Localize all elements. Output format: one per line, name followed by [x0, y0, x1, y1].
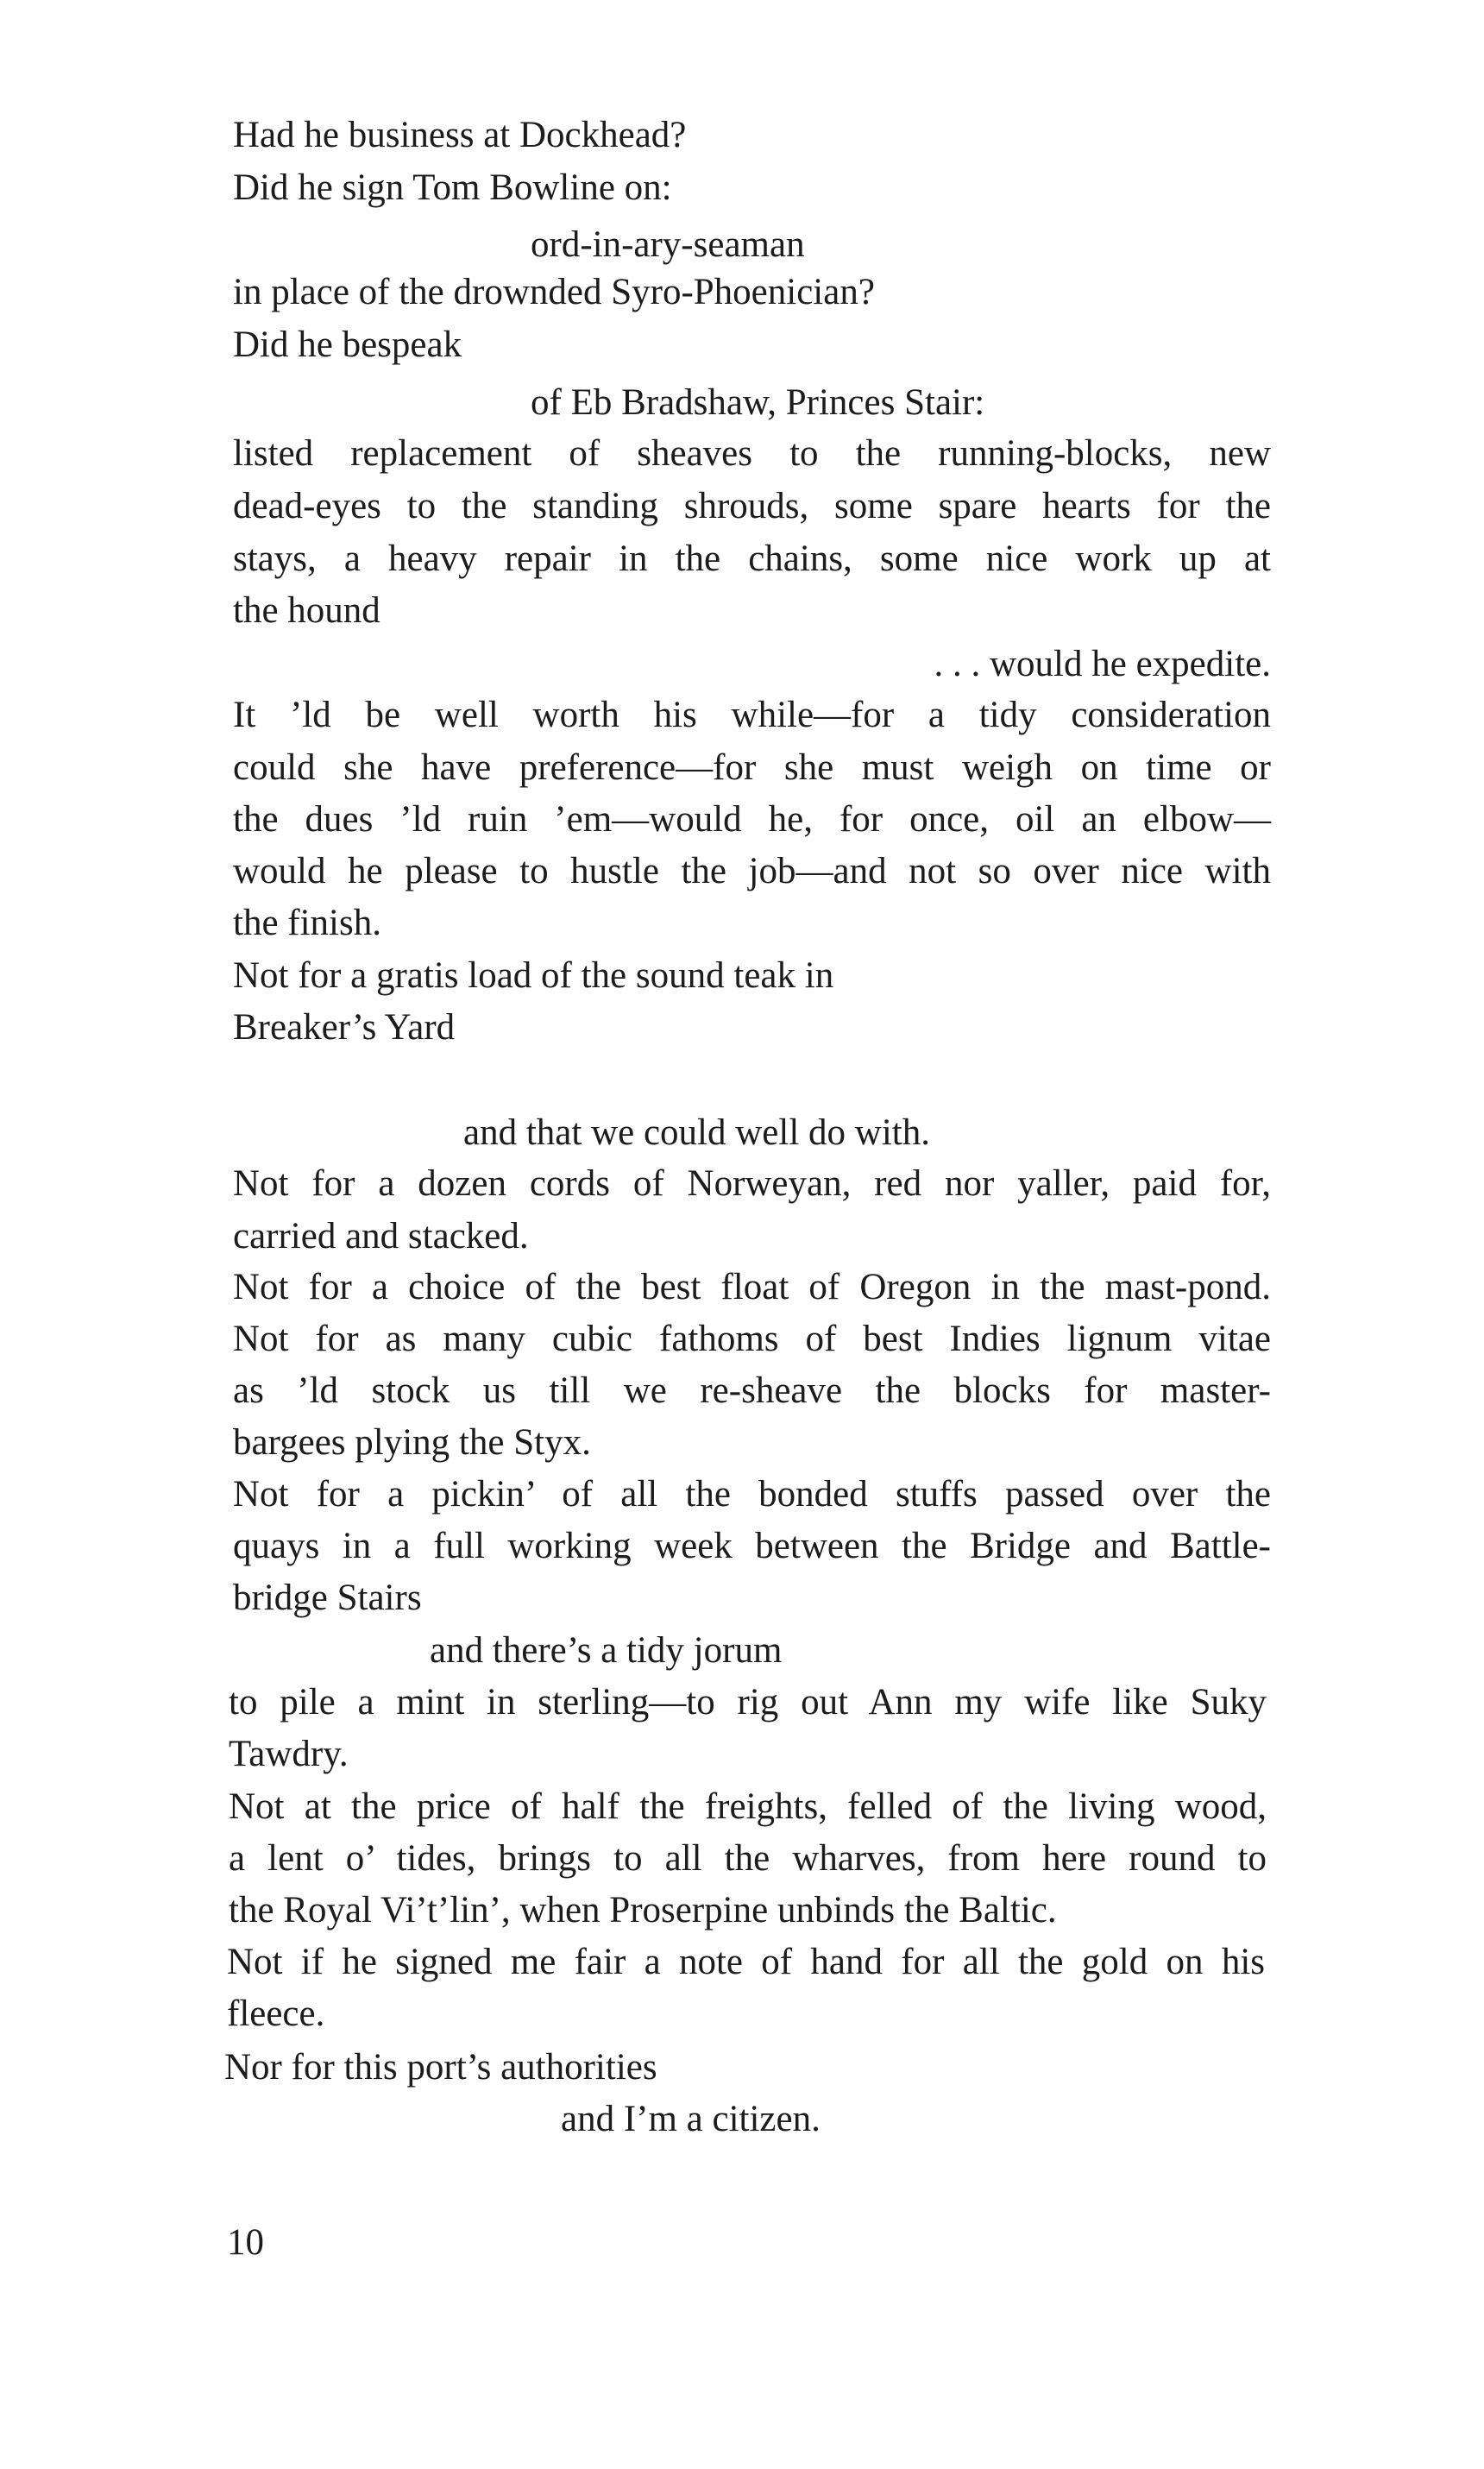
text-line: of Eb Bradshaw, Princes Stair:: [531, 382, 985, 423]
text-line: Breaker’s Yard: [233, 1007, 456, 1048]
text-line: Had he business at Dockhead?: [233, 115, 687, 155]
page-number: 10: [227, 2222, 264, 2263]
text-line: the hound: [233, 590, 380, 631]
text-line: listed replacement of sheaves to the running-blocks, new: [233, 433, 1271, 474]
text-line: dead-eyes to the standing shrouds, some spare hearts for the: [233, 486, 1271, 526]
text-line: carried and stacked.: [233, 1216, 529, 1257]
text-line: Not for a gratis load of the sound teak in: [233, 955, 834, 996]
text-line: Not if he signed me fair a note of hand for all the gold on his: [227, 1942, 1265, 1982]
text-line: Tawdry.: [229, 1734, 349, 1774]
text-line: Did he bespeak: [233, 324, 462, 365]
text-line: stays, a heavy repair in the chains, some nice work up at: [233, 539, 1271, 579]
text-line: the finish.: [233, 903, 381, 943]
text-line: and I’m a citizen.: [561, 2099, 821, 2139]
text-line: and that we could well do with.: [463, 1112, 930, 1153]
text-line: Nor for this port’s authorities: [224, 2047, 657, 2088]
text-line: Did he sign Tom Bowline on:: [233, 167, 672, 208]
text-line: would he please to hustle the job—and not so over nice with: [233, 851, 1271, 891]
text-line: It ’ld be well worth his while—for a tidy consideration: [233, 695, 1271, 735]
text-line: the dues ’ld ruin ’em—would he, for once, oil an elbow—: [233, 799, 1271, 840]
text-line: . . . would he expedite.: [934, 644, 1271, 684]
text-line: and there’s a tidy jorum: [430, 1630, 783, 1671]
text-line: could she have preference—for she must weigh on time or: [233, 747, 1271, 788]
text-line: Not for as many cubic fathoms of best Indies lignum vitae: [233, 1319, 1271, 1359]
text-line: in place of the drownded Syro-Phoenician?: [233, 272, 875, 312]
text-line: ord-in-ary-seaman: [531, 224, 805, 265]
text-line: bridge Stairs: [233, 1578, 422, 1618]
text-line: to pile a mint in sterling—to rig out Ann my wife like Suky: [229, 1682, 1267, 1723]
text-line: Not for a dozen cords of Norweyan, red nor yaller, paid for,: [233, 1163, 1271, 1204]
text-line: Not for a choice of the best float of Oregon in the mast-pond.: [233, 1267, 1271, 1307]
text-line: as ’ld stock us till we re-sheave the blocks for master-: [233, 1370, 1271, 1411]
text-line: Not at the price of half the freights, felled of the living wood,: [229, 1786, 1267, 1827]
text-line: quays in a full working week between the Bridge and Battle-: [233, 1526, 1271, 1566]
text-line: the Royal Vi’t’lin’, when Proserpine unbinds the Baltic.: [229, 1890, 1057, 1930]
text-line: fleece.: [227, 1993, 325, 2034]
text-line: a lent o’ tides, brings to all the wharves, from here round to: [229, 1838, 1267, 1879]
text-line: Not for a pickin’ of all the bonded stuffs passed over the: [233, 1474, 1271, 1515]
text-line: bargees plying the Styx.: [233, 1422, 591, 1463]
